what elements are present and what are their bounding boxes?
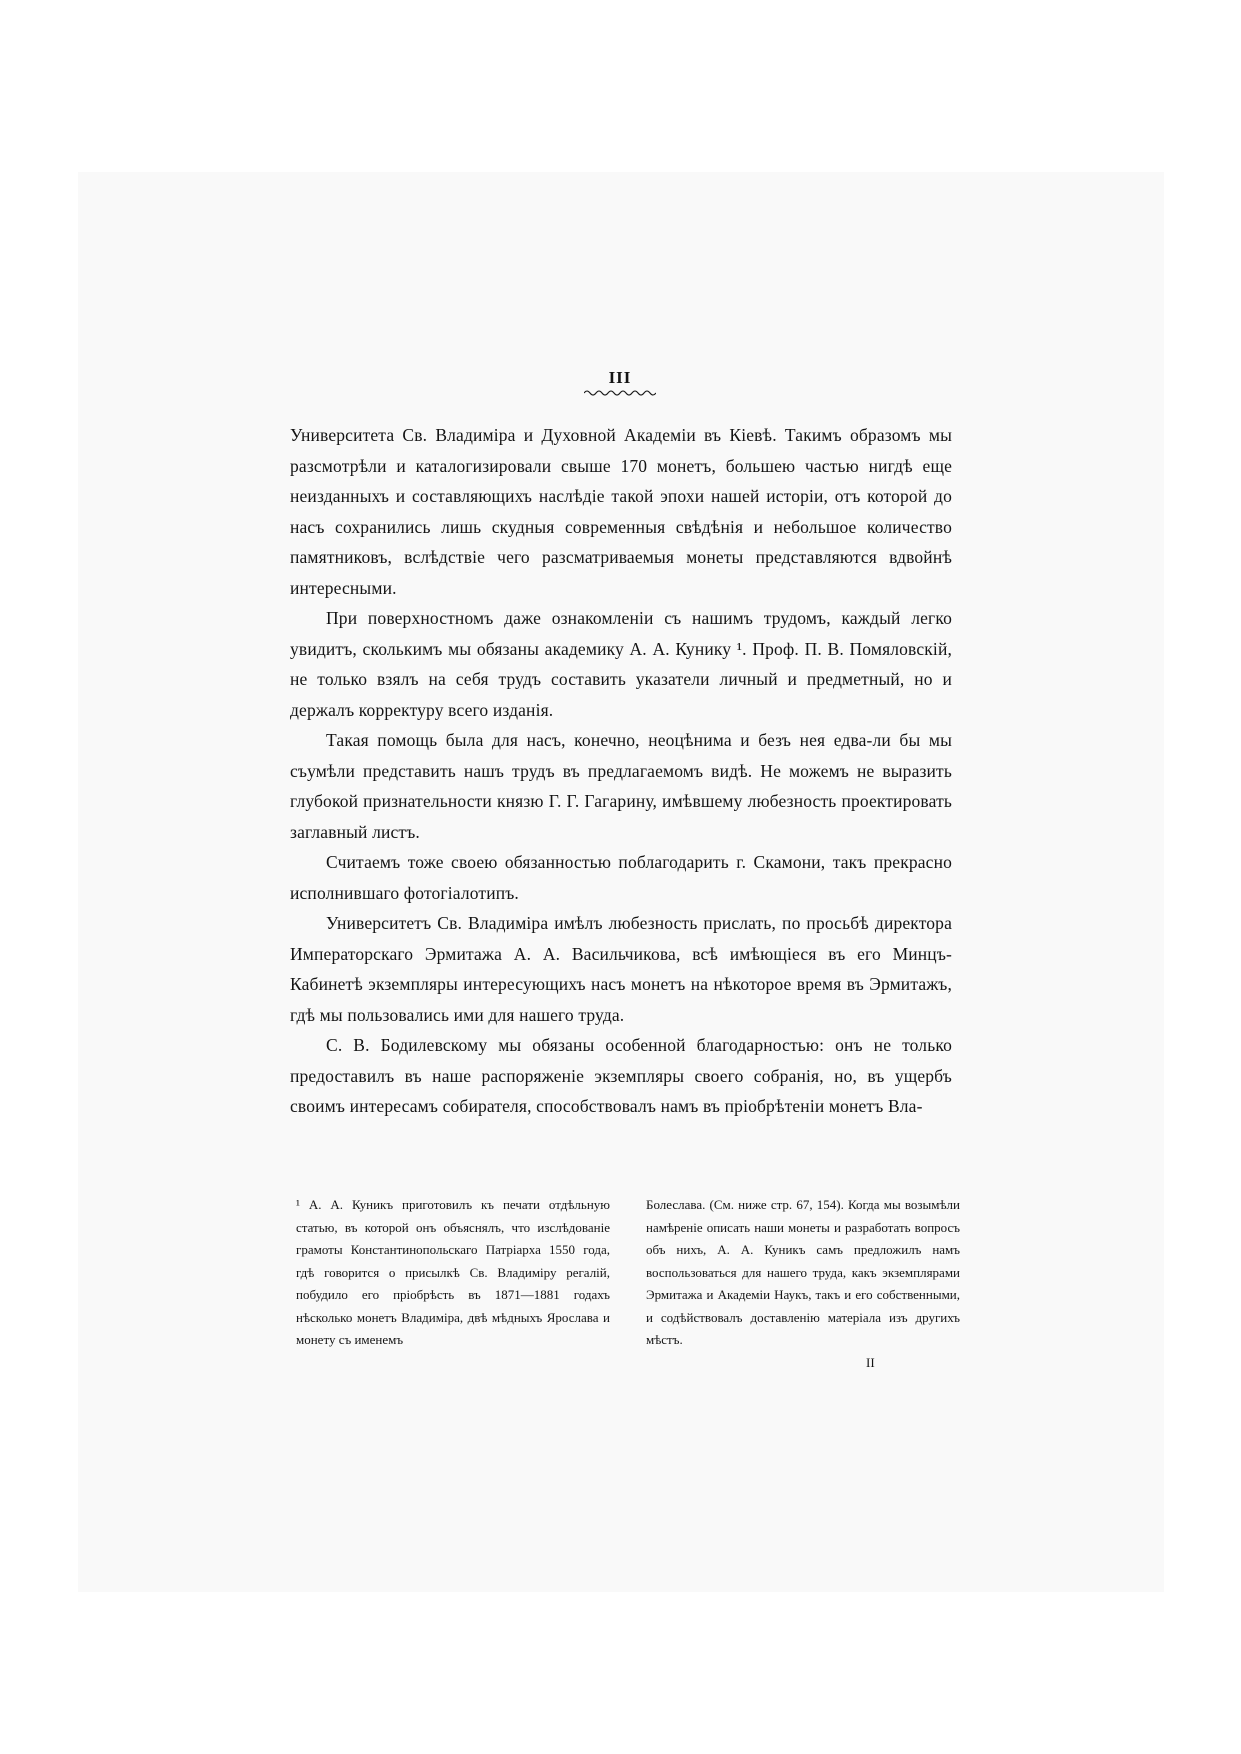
paragraph-1: Университета Св. Владиміра и Духовной Академіи въ Кіевѣ. Такимъ образомъ мы разсмотрѣли и каталогизировали свыше 170 монетъ, большею частью нигдѣ еще неизданныхъ и составляющихъ наслѣдіе такой эпохи нашей исторіи, отъ которой до насъ сохранились лишь скудныя современныя свѣдѣнія и небольшое количество памятниковъ, вслѣдствіе чего разсматриваемыя монеты представляются вдвойнѣ интересными.	[290, 425, 952, 598]
wavy-rule-ornament	[584, 389, 656, 397]
footnote-right-column: Болеслава. (См. ниже стр. 67, 154). Когда мы возымѣли намѣреніе описать наши монеты и разработать вопросъ объ нихъ, А. А. Куникъ самъ предложилъ намъ воспользоваться для нашего труда, какъ экземплярами Эрмитажа и Академіи Наукъ, такъ и его собственными, и содѣйствовалъ доставленію матеріала изъ другихъ мѣстъ.	[646, 1197, 960, 1347]
main-text	[290, 420, 952, 1122]
page-number: III	[608, 368, 632, 387]
signature-mark: II	[866, 1355, 875, 1370]
footnote-left-column: ¹ А. А. Куникъ приготовилъ къ печати отдѣльную статью, въ которой онъ объяснялъ, что изслѣдованіе грамоты Константинопольскаго Патріарха 1550 года, гдѣ говорится о присылкѣ Св. Владиміру регалій, побудило его пріобрѣсть въ 1871—1881 годахъ нѣсколько монетъ Владиміра, двѣ мѣдныхъ Ярослава и монету съ именемъ	[296, 1197, 610, 1347]
paragraph-6: С. В. Бодилевскому мы обязаны особенной благодарностью: онъ не только предоставилъ въ наше распоряженіе экземпляры своего собранія, но, въ ущербъ своимъ интересамъ собирателя, способствовалъ намъ въ пріобрѣтеніи монетъ Вла-	[290, 1035, 952, 1116]
footnote-block	[296, 1194, 960, 1352]
paragraph-2: При поверхностномъ даже ознакомленіи съ нашимъ трудомъ, каждый легко увидитъ, сколькимъ мы обязаны академику А. А. Кунику ¹. Проф. П. В. Помяловскій, не только взялъ на себя трудъ составить указатели личный и предметный, но и держалъ корректуру всего изданія.	[290, 608, 952, 720]
paragraph-3: Такая помощь была для насъ, конечно, неоцѣнима и безъ нея едва-ли бы мы съумѣли представить нашъ трудъ въ предлагаемомъ видѣ. Не можемъ не выразить глубокой признательности князю Г. Г. Гагарину, имѣвшему любезность проектировать заглавный листъ.	[290, 730, 952, 842]
paragraph-5: Университетъ Св. Владиміра имѣлъ любезность прислать, по просьбѣ директора Императорскаго Эрмитажа А. А. Васильчикова, всѣ имѣющіеся въ его Минцъ-Кабинетѣ экземпляры интересующихъ насъ монетъ на нѣкоторое время въ Эрмитажъ, гдѣ мы пользовались ими для нашего труда.	[290, 913, 952, 1025]
paragraph-4: Считаемъ тоже своею обязанностью поблагодарить г. Скамони, такъ прекрасно исполнившаго фотогіалотипъ.	[290, 852, 952, 903]
